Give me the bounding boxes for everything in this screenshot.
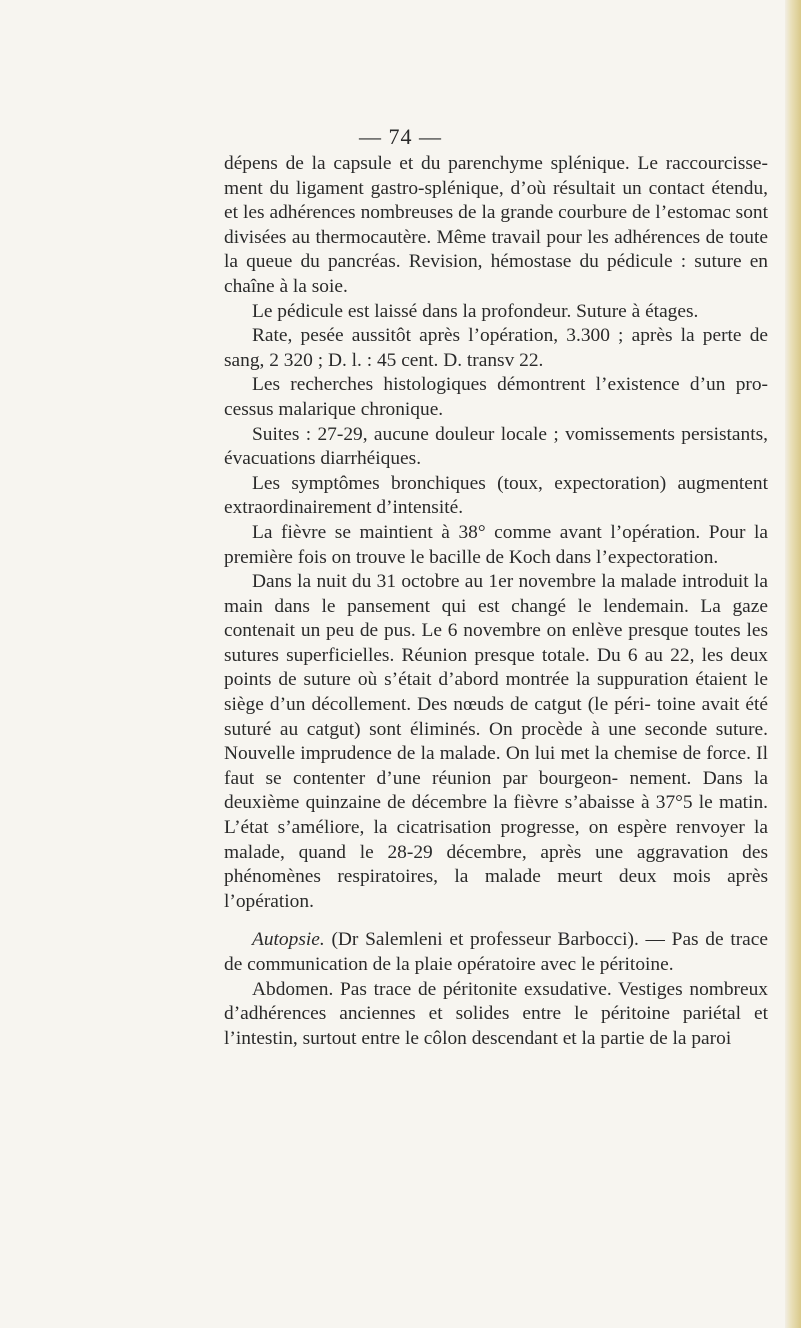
paragraph-8: Dans la nuit du 31 octobre au 1er novembre la malade introduit la main dans le pansement qui est changé le lendemain. La gaze contenait un peu de pus. Le 6 novembre on enlève presque toutes les sutures superficielles. Réunion presque totale. Du 6 au 22, les deux points de suture où s’était d’abord montrée la suppuration étaient le siège d’un décollement. Des nœuds de catgut (le péri- toine avait été suturé au catgut) sont éliminés. On procède à une seconde suture. Nouvelle imprudence de la malade. On lui met la chemise de force. Il faut se contenter d’une réunion par bourgeon- nement. Dans la deuxième quinzaine de décembre la fièvre s’abaisse à 37°5 le matin. L’état s’améliore, la cicatrisation progresse, on espère renvoyer la malade, quand le 28-29 décembre, après une aggravation des phénomènes respiratoires, la malade meurt deux mois après l’opération. [224, 571, 768, 912]
paragraph-3: Rate, pesée aussitôt après l’opération, 3.300 ; après la perte de sang, 2 320 ; D. l. : 45 cent. D. transv 22. [224, 325, 768, 371]
paragraph-6: Les symptômes bronchiques (toux, expectoration) augmentent extraordinairement d’intensité. [224, 472, 768, 519]
paragraph-7: La fièvre se maintient à 38° comme avant l’opération. Pour la première fois on trouve le bacille de Koch dans l’expectoration. [224, 521, 768, 568]
autopsy-text: (Dr Salemleni et professeur Barbocci). — Pas de trace de communication de la plaie opératoire avec le péritoine. [224, 929, 768, 975]
paragraph-2: Le pédicule est laissé dans la profondeur. Suture à étages. [252, 300, 699, 322]
page-number: — 74 — [359, 124, 442, 149]
body-text [224, 152, 768, 1051]
abdomen-paragraph: Abdomen. Pas trace de péritonite exsudative. Vestiges nombreux d’adhérences anciennes et solides entre le péritoine pariétal et l’intestin, surtout entre le côlon descendant et la partie de la paroi [224, 978, 768, 1049]
paragraph-4: Les recherches histologiques démontrent l’existence d’un pro- cessus malarique chronique. [224, 374, 768, 420]
paragraph-1: dépens de la capsule et du parenchyme splénique. Le raccourcisse- ment du ligament gastro-splénique, d’où résultait un contact étendu, et les adhérences nombreuses de la grande courbure de l’estomac sont divisées au thermocautère. Même travail pour les adhérences de toute la queue du pancréas. Revision, hémostase du pédicule : suture en chaîne à la soie. [224, 153, 768, 297]
autopsy-label: Autopsie. [252, 929, 325, 951]
page-edge [785, 0, 801, 1328]
autopsy-paragraph [224, 928, 768, 977]
paragraph-5: Suites : 27-29, aucune douleur locale ; vomissements persistants, évacuations diarrhéiques. [224, 423, 768, 470]
